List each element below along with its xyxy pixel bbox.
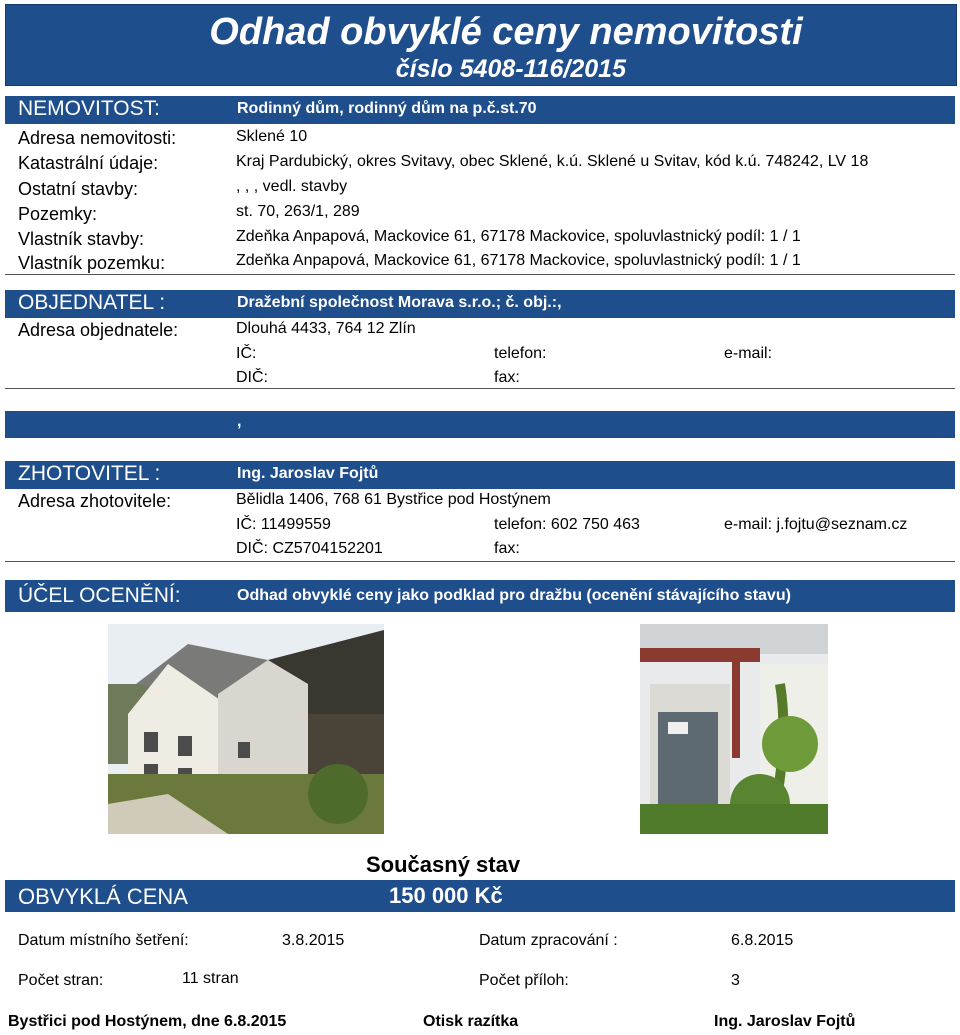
client-dic: DIČ: (236, 369, 268, 386)
building-owner-value: Zdeňka Anpapová, Mackovice 61, 67178 Mackovice, spoluvlastnický podíl: 1 / 1 (236, 228, 801, 245)
attachments-label: Počet příloh: (479, 972, 569, 989)
report-title: Odhad obvyklé ceny nemovitosti (209, 11, 803, 53)
land-owner-value: Zdeňka Anpapová, Mackovice 61, 67178 Mackovice, spoluvlastnický podíl: 1 / 1 (236, 252, 801, 269)
client-address-value: Dlouhá 4433, 764 12 Zlín (236, 320, 416, 337)
inspection-date-label: Datum místního šetření: (18, 932, 189, 949)
contractor-email: e-mail: j.fojtu@seznam.cz (724, 516, 908, 533)
building-owner-label: Vlastník stavby: (18, 229, 145, 249)
contractor-bar (5, 461, 955, 489)
pages-value: 11 stran (182, 970, 239, 987)
property-label: NEMOVITOST: (18, 97, 160, 120)
land-owner-label: Vlastník pozemku: (18, 253, 166, 273)
price-bar (5, 880, 955, 912)
client-fax: fax: (494, 369, 520, 386)
cadastre-label: Katastrální údaje: (18, 153, 159, 173)
client-address-label: Adresa objednatele: (18, 320, 179, 340)
property-value: Rodinný dům, rodinný dům na p.č.st.70 (237, 100, 537, 117)
property-bar (5, 96, 955, 124)
client-ic: IČ: (236, 345, 257, 362)
client-phone: telefon: (494, 345, 547, 362)
contractor-label: ZHOTOVITEL : (18, 462, 161, 485)
other-buildings-label: Ostatní stavby: (18, 179, 139, 199)
contractor-phone: telefon: 602 750 463 (494, 516, 640, 533)
contractor-dic: DIČ: CZ5704152201 (236, 540, 383, 557)
purpose-label: ÚČEL OCENĚNÍ: (18, 584, 181, 607)
contractor-ic: IČ: 11499559 (236, 516, 331, 533)
purpose-value: Odhad obvyklé ceny jako podklad pro dražbu (ocenění stávajícího stavu) (237, 587, 791, 604)
report-number: číslo 5408-116/2015 (395, 55, 626, 83)
footer-signature: Ing. Jaroslav Fojtů (714, 1013, 856, 1030)
report-header (5, 4, 957, 86)
contractor-address-label: Adresa zhotovitele: (18, 491, 172, 511)
land-label: Pozemky: (18, 204, 98, 224)
processed-date-label: Datum zpracování : (479, 932, 618, 949)
contractor-address-value: Bělidla 1406, 768 61 Bystřice pod Hostýnem (236, 491, 551, 508)
purpose-bar (5, 580, 955, 612)
blank-bar (5, 411, 955, 438)
inspection-date-value: 3.8.2015 (282, 932, 345, 949)
blank-bar-value: , (237, 413, 242, 430)
client-value: Dražební společnost Morava s.r.o.; č. obj.:, (237, 294, 562, 311)
address-value: Sklené 10 (236, 128, 308, 145)
cadastre-value: Kraj Pardubický, okres Svitavy, obec Sklené, k.ú. Sklené u Svitav, kód k.ú. 748242, LV 18 (236, 153, 869, 170)
attachments-value: 3 (731, 972, 740, 989)
address-label: Adresa nemovitosti: (18, 128, 177, 148)
footer-place-date: Bystřici pod Hostýnem, dne 6.8.2015 (8, 1013, 287, 1030)
contractor-fax: fax: (494, 540, 520, 557)
price-value: 150 000 Kč (389, 883, 503, 908)
footer-stamp: Otisk razítka (423, 1013, 519, 1030)
pages-label: Počet stran: (18, 972, 104, 989)
client-email: e-mail: (724, 345, 773, 362)
client-bar (5, 290, 955, 318)
house-photo-right (640, 624, 828, 834)
other-buildings-value: , , , vedl. stavby (236, 178, 348, 195)
contractor-value: Ing. Jaroslav Fojtů (237, 465, 379, 482)
price-label: OBVYKLÁ CENA (18, 884, 188, 909)
processed-date-value: 6.8.2015 (731, 932, 794, 949)
client-label: OBJEDNATEL : (18, 291, 166, 314)
land-value: st. 70, 263/1, 289 (236, 203, 360, 220)
price-state: Současný stav (366, 852, 521, 877)
house-photo-left (108, 624, 384, 834)
